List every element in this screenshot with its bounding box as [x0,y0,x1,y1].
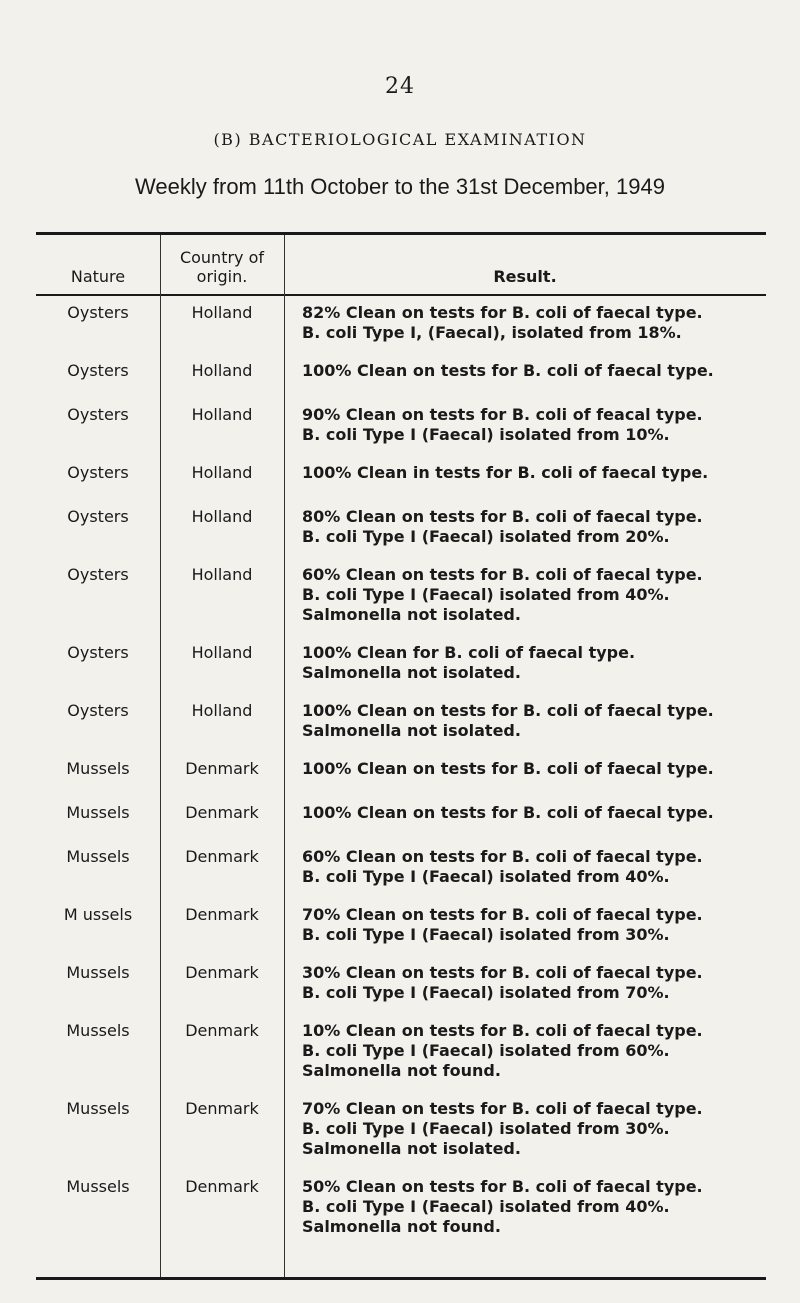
cell-nature: Mussels [66,1099,130,1118]
result-line: 70% Clean on tests for B. coli of faecal type. [302,1099,703,1118]
table-bottom-rule [36,1277,766,1280]
header-nature [36,232,160,294]
cell-country: Holland [191,405,253,424]
cell-result [302,463,766,483]
column-divider-nature [160,235,161,1277]
result-line: Salmonella not isolated. [302,605,521,624]
result-line: Salmonella not isolated. [302,1139,521,1158]
cell-nature: Mussels [66,963,130,982]
header-country [160,232,284,294]
cell-country: Denmark [185,963,259,982]
cell-result [302,303,766,343]
result-line: Salmonella not isolated. [302,721,521,740]
cell-nature: Mussels [66,1021,130,1040]
cell-country: Holland [191,463,253,482]
cell-result [302,803,766,823]
cell-result [302,759,766,779]
result-line: Salmonella not found. [302,1217,501,1236]
result-line: 60% Clean on tests for B. coli of faecal type. [302,847,703,866]
cell-country: Holland [191,643,253,662]
table-header-rule [36,294,766,296]
cell-nature: Oysters [67,405,129,424]
result-line: 90% Clean on tests for B. coli of feacal type. [302,405,703,424]
cell-country: Holland [191,507,253,526]
result-line: 82% Clean on tests for B. coli of faecal type. [302,303,703,322]
cell-country: Denmark [185,905,259,924]
result-line: 100% Clean for B. coli of faecal type. [302,643,636,662]
cell-nature: Mussels [66,1177,130,1196]
result-line: 100% Clean on tests for B. coli of faecal type. [302,701,714,720]
result-line: B. coli Type I (Faecal) isolated from 40%. [302,867,670,886]
cell-country: Holland [191,701,253,720]
cell-country: Denmark [185,1021,259,1040]
cell-country: Denmark [185,1177,259,1196]
cell-country: Holland [191,303,253,322]
result-line: 100% Clean on tests for B. coli of faecal type. [302,361,714,380]
results-table [36,232,766,1280]
cell-country: Denmark [185,847,259,866]
cell-nature: Oysters [67,361,129,380]
cell-result [302,1099,766,1159]
cell-nature: M ussels [63,905,133,924]
result-line: 100% Clean on tests for B. coli of faecal type. [302,803,714,822]
cell-nature: Mussels [66,759,130,778]
cell-country: Holland [191,565,253,584]
result-line: 80% Clean on tests for B. coli of faecal type. [302,507,703,526]
cell-result [302,701,766,741]
result-line: 30% Clean on tests for B. coli of faecal type. [302,963,703,982]
cell-result [302,565,766,625]
result-line: 100% Clean in tests for B. coli of faecal type. [302,463,709,482]
cell-country: Holland [191,361,253,380]
column-divider-country [284,235,285,1277]
header-country-line1: Country of [179,248,265,267]
cell-result [302,507,766,547]
cell-result [302,643,766,683]
result-line: 60% Clean on tests for B. coli of faecal type. [302,565,703,584]
cell-nature: Oysters [67,463,129,482]
result-line: B. coli Type I (Faecal) isolated from 60%. [302,1041,670,1060]
result-line: B. coli Type I (Faecal) isolated from 30%. [302,925,670,944]
cell-country: Denmark [185,1099,259,1118]
cell-country: Denmark [185,759,259,778]
result-line: B. coli Type I (Faecal) isolated from 70%. [302,983,670,1002]
cell-result [302,847,766,887]
section-heading: (B) BACTERIOLOGICAL EXAMINATION [213,130,587,149]
result-line: B. coli Type I, (Faecal), isolated from 18%. [302,323,682,342]
result-line: B. coli Type I (Faecal) isolated from 10%. [302,425,670,444]
cell-country: Denmark [185,803,259,822]
header-nature-label: Nature [70,267,126,286]
cell-nature: Oysters [67,565,129,584]
result-line: 100% Clean on tests for B. coli of faecal type. [302,759,714,778]
cell-result [302,1021,766,1081]
cell-result [302,405,766,445]
page-number: 24 [385,74,415,99]
result-line: Salmonella not isolated. [302,663,521,682]
result-line: Salmonella not found. [302,1061,501,1080]
cell-result [302,361,766,381]
result-line: B. coli Type I (Faecal) isolated from 30%. [302,1119,670,1138]
result-line: 10% Clean on tests for B. coli of faecal type. [302,1021,703,1040]
cell-nature: Oysters [67,303,129,322]
cell-result [302,1177,766,1237]
cell-nature: Mussels [66,847,130,866]
cell-result [302,963,766,1003]
header-result-label: Result. [493,267,557,286]
cell-nature: Oysters [67,643,129,662]
cell-nature: Mussels [66,803,130,822]
result-line: 70% Clean on tests for B. coli of faecal type. [302,905,703,924]
page-subtitle: Weekly from 11th October to the 31st December, 1949 [135,174,665,199]
cell-nature: Oysters [67,701,129,720]
cell-nature: Oysters [67,507,129,526]
result-line: B. coli Type I (Faecal) isolated from 40%. [302,585,670,604]
header-country-line2: origin. [196,267,248,286]
cell-result [302,905,766,945]
result-line: B. coli Type I (Faecal) isolated from 40%. [302,1197,670,1216]
header-result [284,232,766,294]
result-line: B. coli Type I (Faecal) isolated from 20%. [302,527,670,546]
result-line: 50% Clean on tests for B. coli of faecal type. [302,1177,703,1196]
